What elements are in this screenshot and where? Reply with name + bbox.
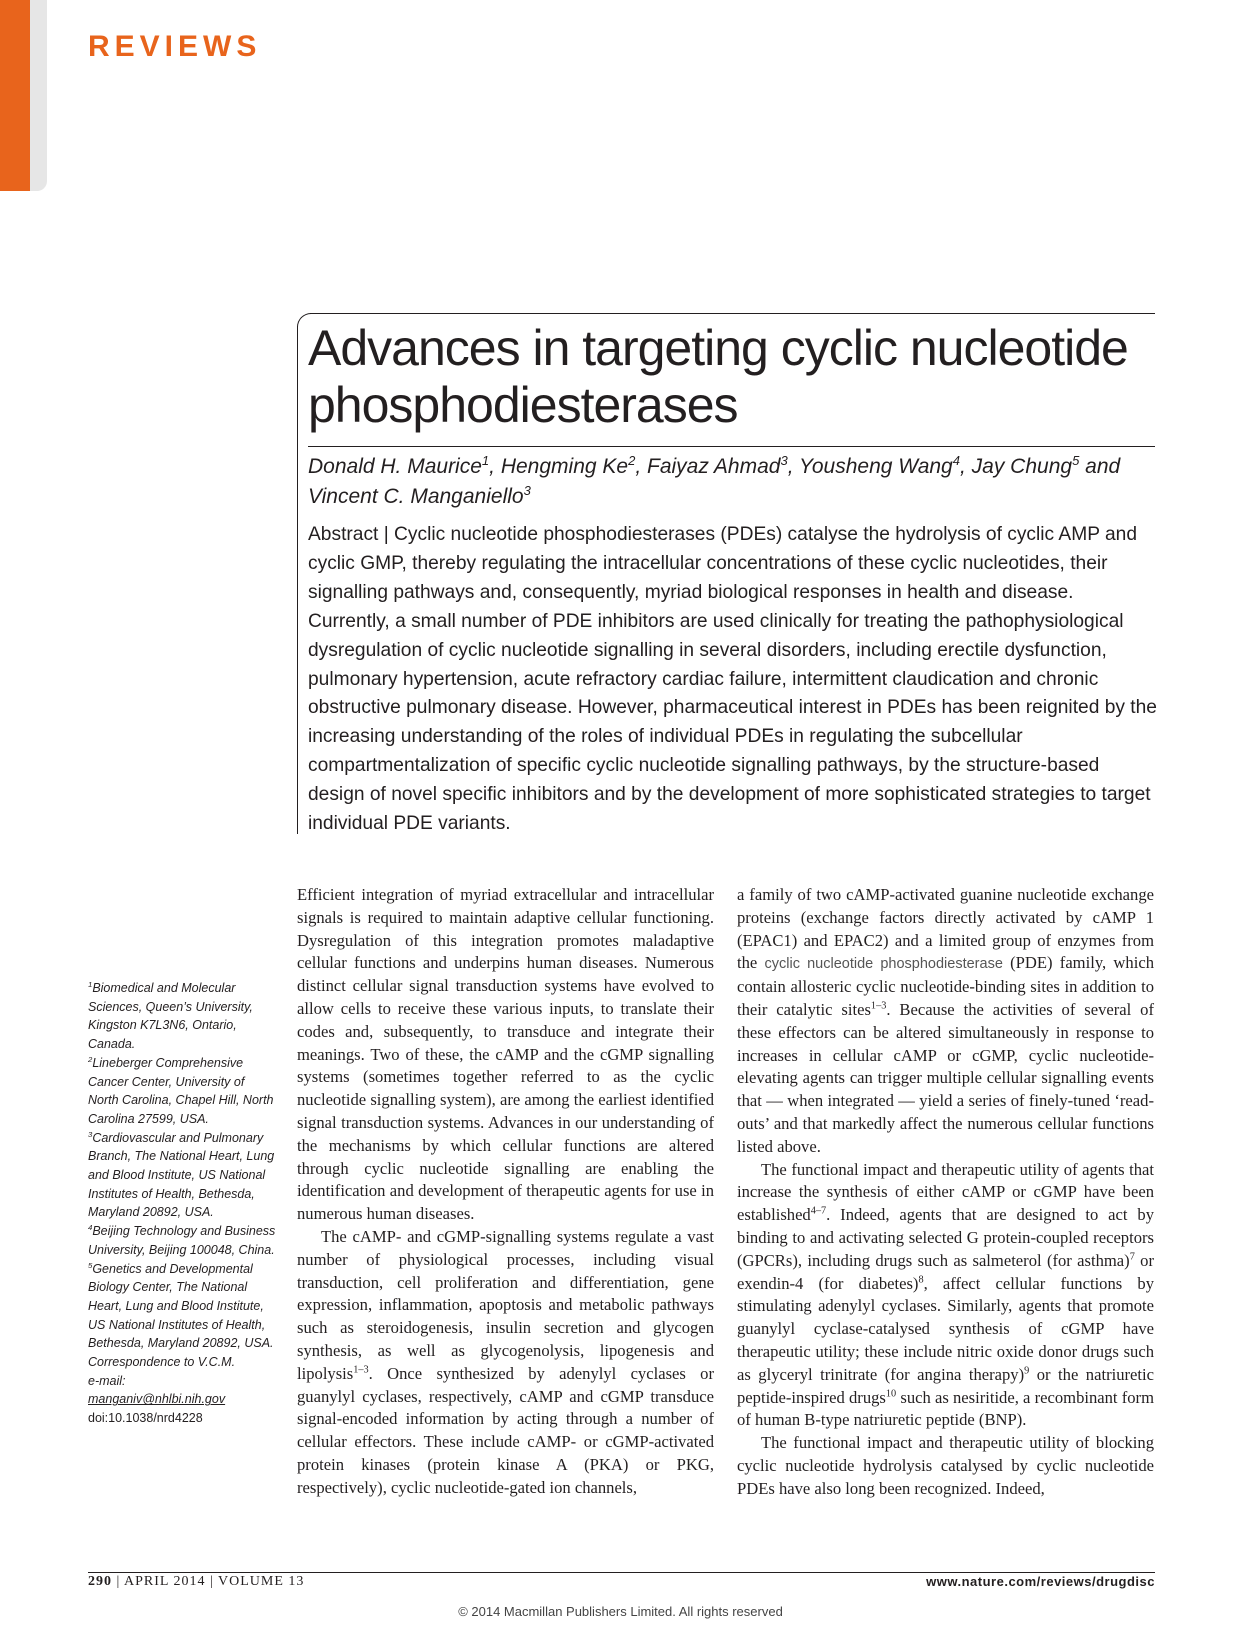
affiliation (88, 1054, 278, 1129)
author-name: Donald H. Maurice (308, 455, 482, 478)
affiliation-text: Genetics and Developmental Biology Center, The National Heart, Lung and Blood Institute, US National Institutes of Health, Bethesda, Maryland 20892, USA. (88, 1261, 274, 1351)
text-run: The functional impact and therapeutic utility of agents that increase the synthesis of either cAMP or cGMP have been established (737, 1159, 1154, 1225)
footer-rule (88, 1572, 1155, 1573)
author-separator: , (960, 455, 972, 478)
author-separator: and (1079, 455, 1121, 478)
affiliations-sidebar (88, 979, 278, 1428)
text-run: Efficient integration of myriad extracellular and intracellular signals is required to maintain adaptive cellular functioning. Dysregulation of this integration promotes maladaptive cellular functions and underpins human diseases. Numerous distinct cellular signal transduction systems have evolved to allow cells to receive these various inputs, to translate their codes and, subsequently, to transduce and integrate their meanings. Two of these, the cAMP and the cGMP signalling systems (sometimes together referred to as the cyclic nucleotide signalling system), are among the earliest identified signal transduction systems. Advances in our understanding of the mechanisms by which cellular functions are altered through cyclic nucleotide signalling are enabling the identification and development of therapeutic agents for use in numerous human diseases. (297, 885, 714, 1224)
title-rule-top (310, 313, 1155, 314)
text-run: . Because the activities of several of these effectors can be altered simultaneously in response to increases in cellular cAMP or cGMP, cyclic nucleotide-elevating agents can trigger multiple cellular signalling events that — when integrated — yield a series of finely-tuned ‘read-outs’ and that markedly affect the numerous cellular functions listed above. (737, 999, 1154, 1156)
author-affiliation-mark: 4 (952, 453, 960, 468)
email-link[interactable]: manganiv@nhlbi.nih.gov (88, 1392, 226, 1407)
text-run: The cAMP- and cGMP-signalling systems regulate a vast number of physiological processes, including visual transduction, cell proliferation and differentiation, gene expression, inflammation, apoptosis and metabolic pathways such as steroidogenesis, insulin secretion and glycogen synthesis, as well as glycogenolysis, lipogenesis and lipolysis (297, 1226, 714, 1383)
author-affiliation-mark: 1 (481, 453, 490, 468)
author-affiliation-mark: 2 (628, 453, 636, 468)
text-run: such as nesiritide, a recombinant form of human B-type natriuretic peptide (BNP). (737, 1387, 1154, 1430)
affiliation (88, 1260, 278, 1354)
author-separator: , (787, 455, 799, 478)
affiliation (88, 979, 278, 1054)
section-tab-shadow (30, 0, 47, 191)
author-affiliation-mark: 3 (523, 483, 531, 498)
title-rule-bottom (308, 446, 1155, 447)
title-rule-left (297, 326, 298, 834)
section-label: REVIEWS (88, 30, 262, 63)
citation: 1–3 (353, 1364, 369, 1376)
body-paragraph (297, 1226, 714, 1500)
copyright-notice: © 2014 Macmillan Publishers Limited. All rights reserved (458, 1604, 783, 1619)
author-name: Hengming Ke (500, 455, 629, 478)
correspondence: Correspondence to V.C.M. (88, 1355, 236, 1370)
author-name: Yousheng Wang (799, 455, 953, 478)
citation: 1–3 (870, 1000, 887, 1012)
citation: 10 (885, 1388, 897, 1399)
affiliation-list (88, 979, 278, 1353)
affiliation-text: Beijing Technology and Business University, Beijing 100048, China. (88, 1224, 276, 1257)
author-name: Jay Chung (971, 455, 1073, 478)
section-color-tab (0, 0, 30, 191)
body-paragraph (737, 1432, 1154, 1500)
doi: doi:10.1038/nrd4228 (88, 1411, 203, 1426)
citation: 9 (1024, 1365, 1030, 1377)
citation: 4–7 (810, 1205, 827, 1217)
glossary-term: cyclic nucleotide phosphodiesterase (764, 956, 1003, 973)
footer-separator: | (205, 1574, 219, 1589)
text-run: The functional impact and therapeutic utility of blocking cyclic nucleotide hydrolysis catalysed by cyclic nucleotide PDEs have also long been recognized. Indeed, (737, 1433, 1154, 1498)
author-name: Vincent C. Manganiello (308, 485, 524, 508)
email-label: e-mail: (88, 1373, 126, 1388)
affiliation-text: Lineberger Comprehensive Cancer Center, University of North Carolina, Chapel Hill, North Carolina 27599, USA. (88, 1055, 274, 1126)
author-name: Faiyaz Ahmad (647, 455, 781, 478)
author-affiliation-mark: 5 (1072, 453, 1080, 468)
issue-date: APRIL 2014 (124, 1574, 206, 1589)
article-title: Advances in targeting cyclic nucleotide phosphodiesterases (308, 320, 1128, 433)
text-run: or the natriuretic peptide-inspired drugs (737, 1364, 1154, 1407)
citation: 8 (918, 1274, 924, 1286)
citation: 7 (1129, 1251, 1135, 1263)
author-separator: , (489, 455, 501, 478)
affiliation-mark: 1 (88, 979, 93, 989)
footer-separator: | (112, 1574, 125, 1589)
affiliation-mark: 3 (88, 1129, 93, 1139)
body-paragraph (297, 884, 714, 1226)
text-run: (PDE) family, which contain allosteric cyclic nucleotide-binding sites in addition to their catalytic sites (737, 953, 1154, 1019)
text-run: . Indeed, agents that are designed to act by binding to and activating selected G protein-coupled receptors (GPCRs), including drugs such as salmeterol (for asthma) (737, 1205, 1154, 1270)
author-list (308, 452, 1158, 512)
author-separator: , (635, 455, 647, 478)
text-run: or exendin-4 (for diabetes) (737, 1250, 1154, 1293)
author-affiliation-mark: 3 (780, 453, 788, 468)
text-run: a family of two cAMP-activated guanine nucleotide exchange proteins (exchange factors directly activated by cAMP 1 (EPAC1) and EPAC2) and a limited group of enzymes from the (737, 885, 1154, 973)
body-column-right (737, 884, 1154, 1501)
body-paragraph (737, 884, 1154, 1159)
affiliation-mark: 4 (88, 1222, 93, 1232)
affiliation (88, 1222, 278, 1259)
volume: VOLUME 13 (218, 1574, 305, 1589)
affiliation (88, 1129, 278, 1223)
affiliation-text: Cardiovascular and Pulmonary Branch, The National Heart, Lung and Blood Institute, US National Institutes of Health, Bethesda, Maryland 20892, USA. (88, 1130, 275, 1220)
affiliation-mark: 5 (88, 1260, 93, 1270)
page-number: 290 (88, 1574, 112, 1589)
body-column-left (297, 884, 714, 1500)
journal-url[interactable]: www.nature.com/reviews/drugdisc (926, 1574, 1155, 1589)
text-run: . Once synthesized by adenylyl cyclases or guanylyl cyclases, respectively, cAMP and cGMP transduce signal-encoded information by acting through a number of cellular effectors. These include cAMP- or cGMP-activated protein kinases (protein kinase A (PKA) or PKG, respectively), cyclic nucleotide-gated ion channels, (297, 1363, 714, 1497)
affiliation-text: Biomedical and Molecular Sciences, Queen’s University, Kingston K7L3N6, Ontario, Canada. (88, 981, 253, 1052)
text-run: , affect cellular functions by stimulating adenylyl cyclases. Similarly, agents that promote guanylyl cyclase-catalysed synthesis of cGMP have therapeutic utility; these include nitric oxide donor drugs such as glyceryl trinitrate (for angina therapy) (737, 1273, 1154, 1384)
body-paragraph (737, 1159, 1154, 1433)
abstract: Abstract | Cyclic nucleotide phosphodiesterases (PDEs) catalyse the hydrolysis of cyclic AMP and cyclic GMP, thereby regulating the intracellular concentrations of these cyclic nucleotides, their signalling pathways and, consequently, myriad biological responses in health and disease. Currently, a small number of PDE inhibitors are used clinically for treating the pathophysiological dysregulation of cyclic nucleotide signalling in several disorders, including erectile dysfunction, pulmonary hypertension, acute refractory cardiac failure, intermittent claudication and chronic obstructive pulmonary disease. However, pharmaceutical interest in PDEs has been reignited by the increasing understanding of the roles of individual PDEs in regulating the subcellular compartmentalization of specific cyclic nucleotide signalling pathways, by the structure-based design of novel specific inhibitors and by the development of more sophisticated strategies to target individual PDE variants. (308, 524, 1157, 835)
footer-issue-info (88, 1574, 304, 1590)
affiliation-mark: 2 (88, 1054, 93, 1064)
